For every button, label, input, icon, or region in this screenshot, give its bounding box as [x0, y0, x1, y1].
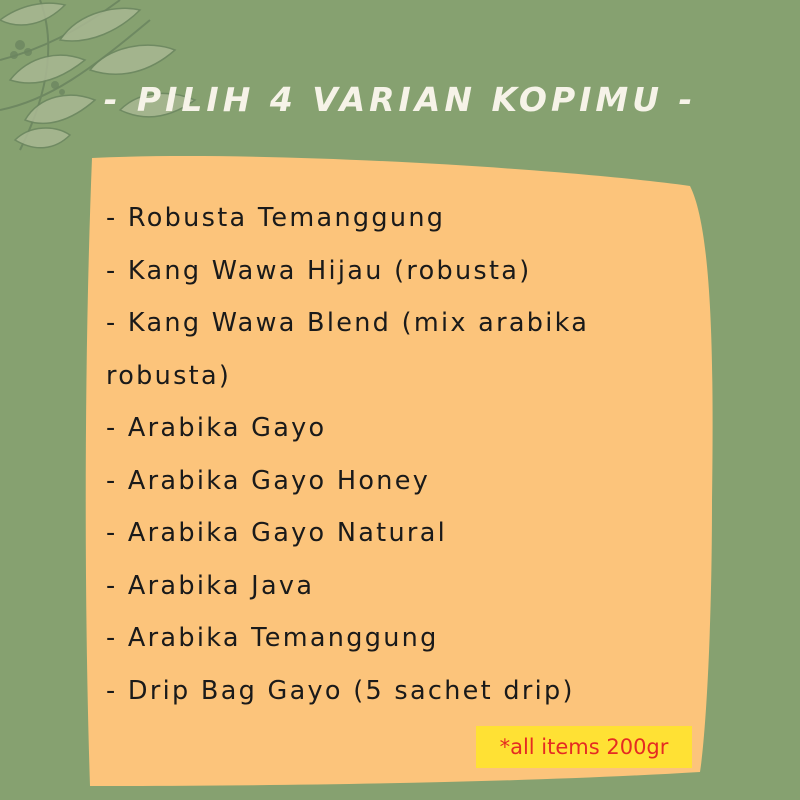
page-title: - PILIH 4 VARIAN KOPIMU - — [103, 80, 697, 119]
list-item: - Arabika Gayo Natural — [106, 518, 448, 548]
coffee-variant-list — [106, 192, 706, 717]
list-item: - Kang Wawa Hijau (robusta) — [106, 255, 532, 286]
list-item: - Robusta Temanggung — [106, 203, 446, 233]
list-item: - Arabika Temanggung — [106, 623, 439, 653]
weight-note-badge: *all items 200gr — [476, 726, 692, 768]
list-item: - Arabika Gayo Honey — [106, 465, 431, 496]
list-item: - Kang Wawa Blend (mix arabika robusta) — [106, 308, 590, 391]
list-item: - Drip Bag Gayo (5 sachet drip) — [106, 675, 575, 706]
list-item: - Arabika Java — [106, 570, 315, 601]
list-item: - Arabika Gayo — [106, 413, 327, 443]
